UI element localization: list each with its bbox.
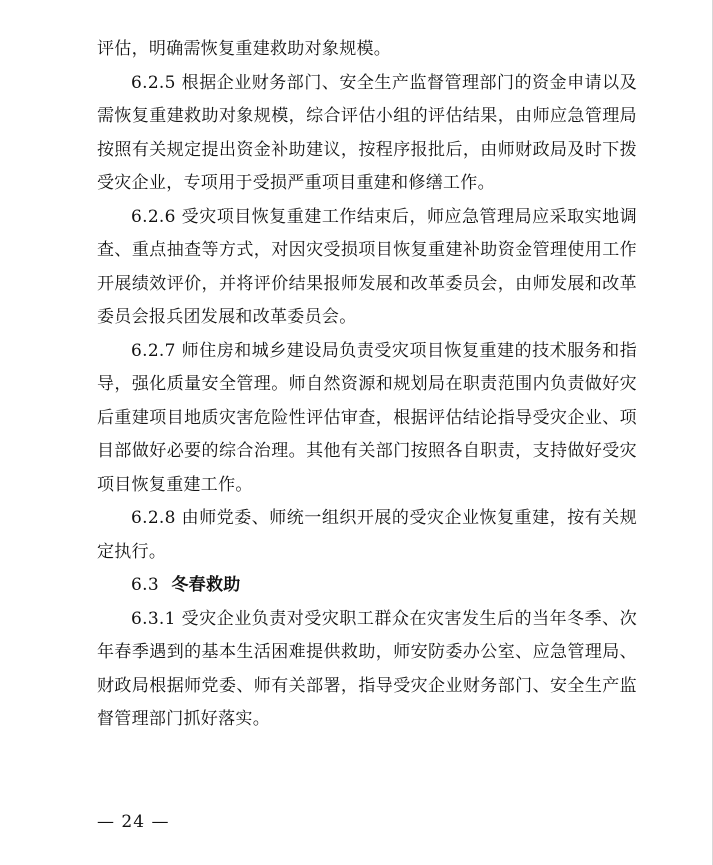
paragraph-6-3-1: 6.3.1 受灾企业负责对受灾职工群众在灾害发生后的当年冬季、次年春季遇到的基本生活困难提供救助，师安防委办公室、应急管理局、财政局根据师党委、师有关部署，指导受灾企业财务部门、安全生产监督管理部门抓好落实。 [97, 608, 637, 729]
paragraph-6-2-7: 6.2.7 师住房和城乡建设局负责受灾项目恢复重建的技术服务和指导，强化质量安全管理。师自然资源和规划局在职责范围内负责做好灾后重建项目地质灾害危险性评估审查，根据评估结论指导受灾企业、项目部做好必要的综合治理。其他有关部门按照各自职责，支持做好受灾项目恢复重建工作。 [97, 340, 637, 495]
paragraph-6-2-8: 6.2.8 由师党委、师统一组织开展的受灾企业恢复重建，按有关规定执行。 [97, 508, 637, 562]
paragraph-6-2-6: 6.2.6 受灾项目恢复重建工作结束后，师应急管理局应采取实地调查、重点抽查等方式，对因灾受损项目恢复重建补助资金管理使用工作开展绩效评价，并将评价结果报师发展和改革委员会，由师发展和改革委员会报兵团发展和改革委员会。 [97, 206, 637, 327]
section-number: 6.3 [131, 575, 159, 595]
document-body [97, 33, 637, 737]
paragraph-continuation: 评估，明确需恢复重建救助对象规模。 [97, 39, 392, 59]
paragraph-6-2-5: 6.2.5 根据企业财务部门、安全生产监督管理部门的资金申请以及需恢复重建救助对象规模，综合评估小组的评估结果，由师应急管理局按照有关规定提出资金补助建议，按程序报批后，由师财政局及时下拨受灾企业，专项用于受损严重项目重建和修缮工作。 [97, 72, 637, 193]
page-number: — 24 — [97, 812, 170, 832]
section-title: 冬春救助 [171, 575, 241, 595]
section-heading-6-3 [97, 569, 637, 603]
